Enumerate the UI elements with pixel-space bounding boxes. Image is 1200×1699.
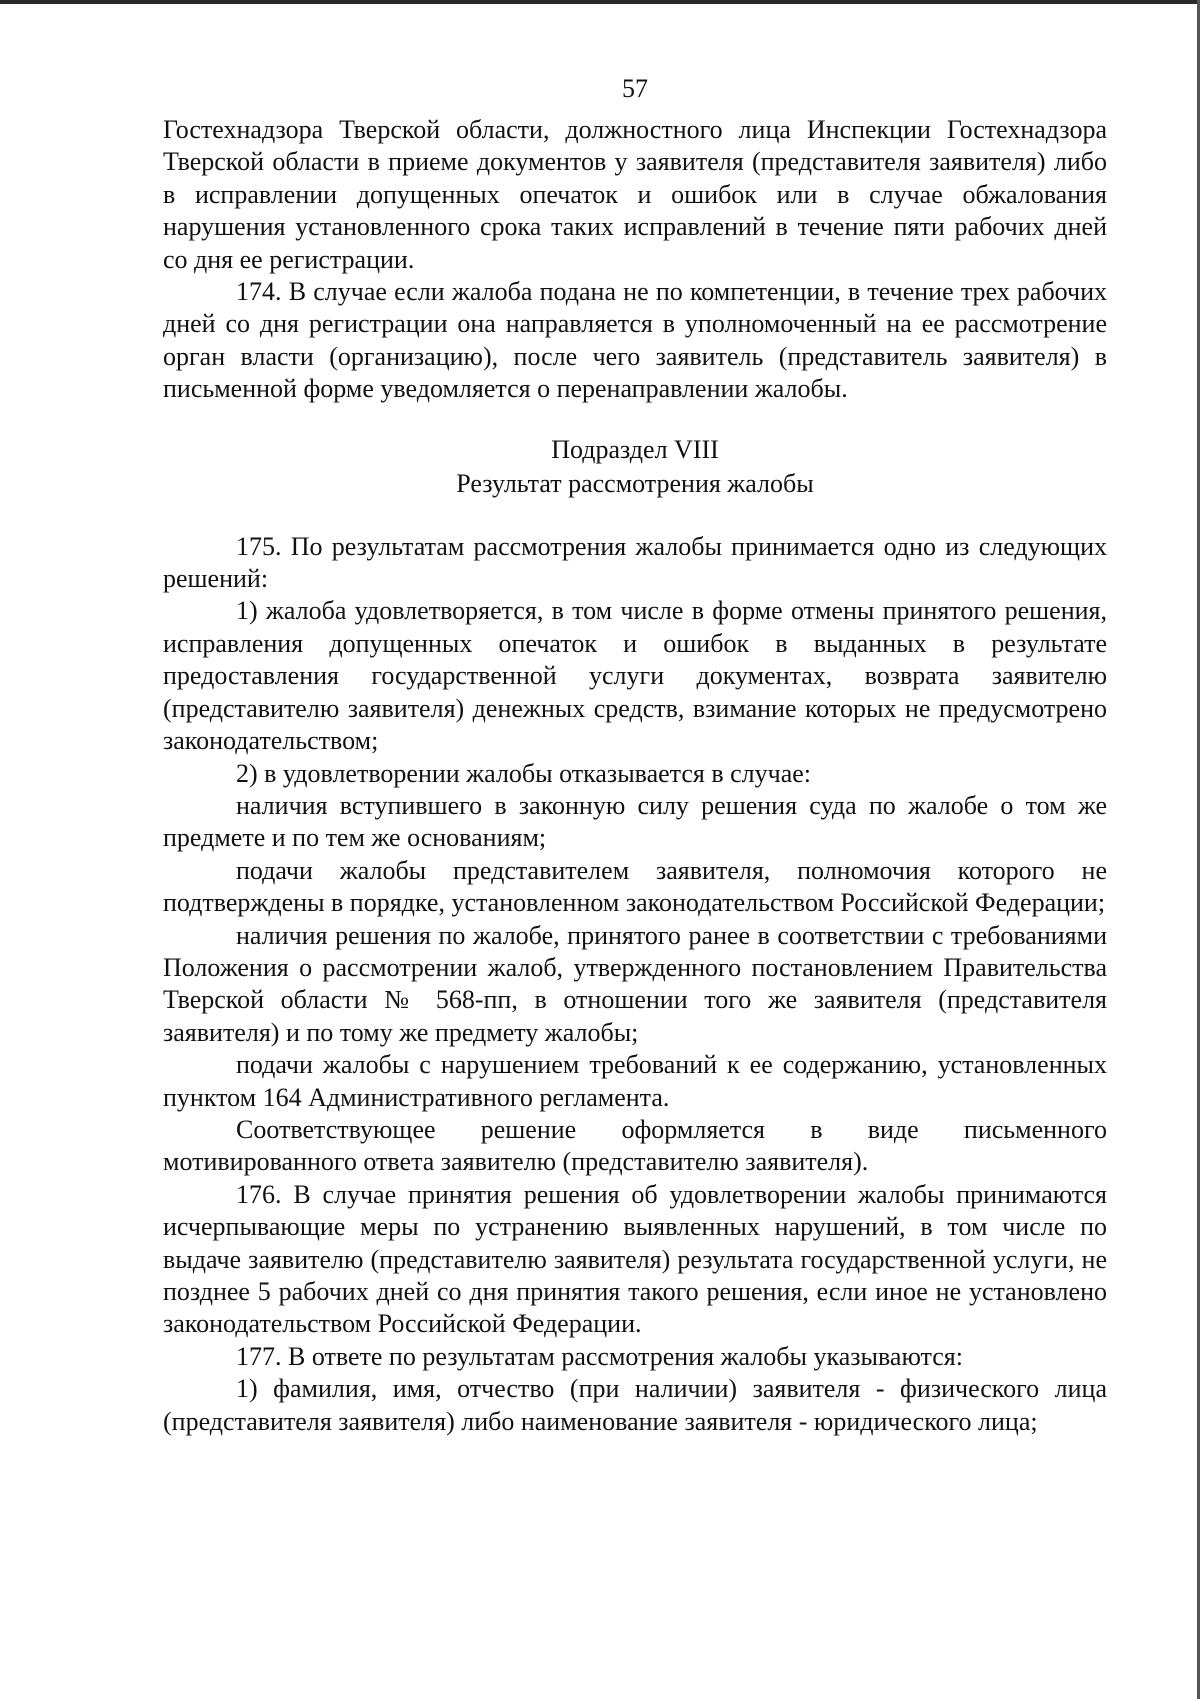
paragraphs-before-section (163, 114, 1107, 406)
paragraph-refusal-court: наличия вступившего в законную силу решения суда по жалобе о том же предмете и по тем же основаниям; (163, 790, 1107, 853)
paragraph: Гостехнадзора Тверской области, должностного лица Инспекции Гостехнадзора Тверской области в приеме документов у заявителя (представителя заявителя) либо в исправлении допущенных опечаток и ошибок или в случае обжалования нарушения установленного срока таких исправлений в течение пяти рабочих дней со дня ее регистрации. (163, 115, 1107, 274)
paragraph-refusal-representative: подачи жалобы представителем заявителя, полномочия которого не подтверждены в порядке, установленном законодательством Российской Федерации; (163, 855, 1107, 918)
paragraph-refusal-previous-decision: наличия решения по жалобе, принятого ранее в соответствии с требованиями Положения о рассмотрении жалоб, утвержденного постановлением Правительства Тверской области № 568-пп, в отношении того же заявителя (представителя заявителя) и по тому же предмету жалобы; (163, 920, 1107, 1047)
paragraph-decision-form: Соответствующее решение оформляется в виде письменного мотивированного ответа заявителю (представителю заявителя). (163, 1114, 1107, 1177)
paragraph-refusal-content: подачи жалобы с нарушением требований к ее содержанию, установленных пунктом 164 Административного регламента. (163, 1050, 1107, 1112)
paragraph-item-1: 1) жалоба удовлетворяется, в том числе в форме отмены принятого решения, исправления допущенных опечаток и ошибок в выданных в результате предоставления государственной услуги документах, возврата заявителю (представителю заявителя) денежных средств, взимание которых не предусмотрено законодательством; (163, 596, 1107, 756)
paragraph-174: 174. В случае если жалоба подана не по компетенции, в течение трех рабочих дней со дня регистрации она направляется в уполномоченный на ее рассмотрение орган власти (организацию), после чего заявитель (представитель заявителя) в письменной форме уведомляется о перенаправлении жалобы. (163, 277, 1107, 404)
paragraphs-after-section (163, 531, 1107, 1438)
paragraph-177-item-1: 1) фамилия, имя, отчество (при наличии) заявителя - физического лица (представителя заявителя) либо наименование заявителя - юридического лица; (163, 1374, 1107, 1436)
section-subtitle: Результат рассмотрения жалобы (456, 468, 814, 498)
scan-border-top (0, 0, 1200, 4)
document-page (163, 72, 1107, 1438)
paragraph-176: 176. В случае принятия решения об удовлетворении жалобы принимаются исчерпывающие меры по устранению выявленных нарушений, в том числе по выдаче заявителю (представителю заявителя) результата государственной услуги, не позднее 5 рабочих дней со дня принятия такого решения, если иное не установлено законодательством Российской Федерации. (163, 1179, 1107, 1339)
paragraph-177: 177. В ответе по результатам рассмотрения жалобы указываются: (236, 1341, 963, 1371)
paragraph-item-2: 2) в удовлетворении жалобы отказывается в случае: (236, 758, 812, 788)
section-title: Подраздел VIII (551, 434, 719, 464)
paragraph-175: 175. По результатам рассмотрения жалобы принимается одно из следующих решений: (163, 531, 1107, 594)
page-number: 57 (622, 74, 648, 103)
